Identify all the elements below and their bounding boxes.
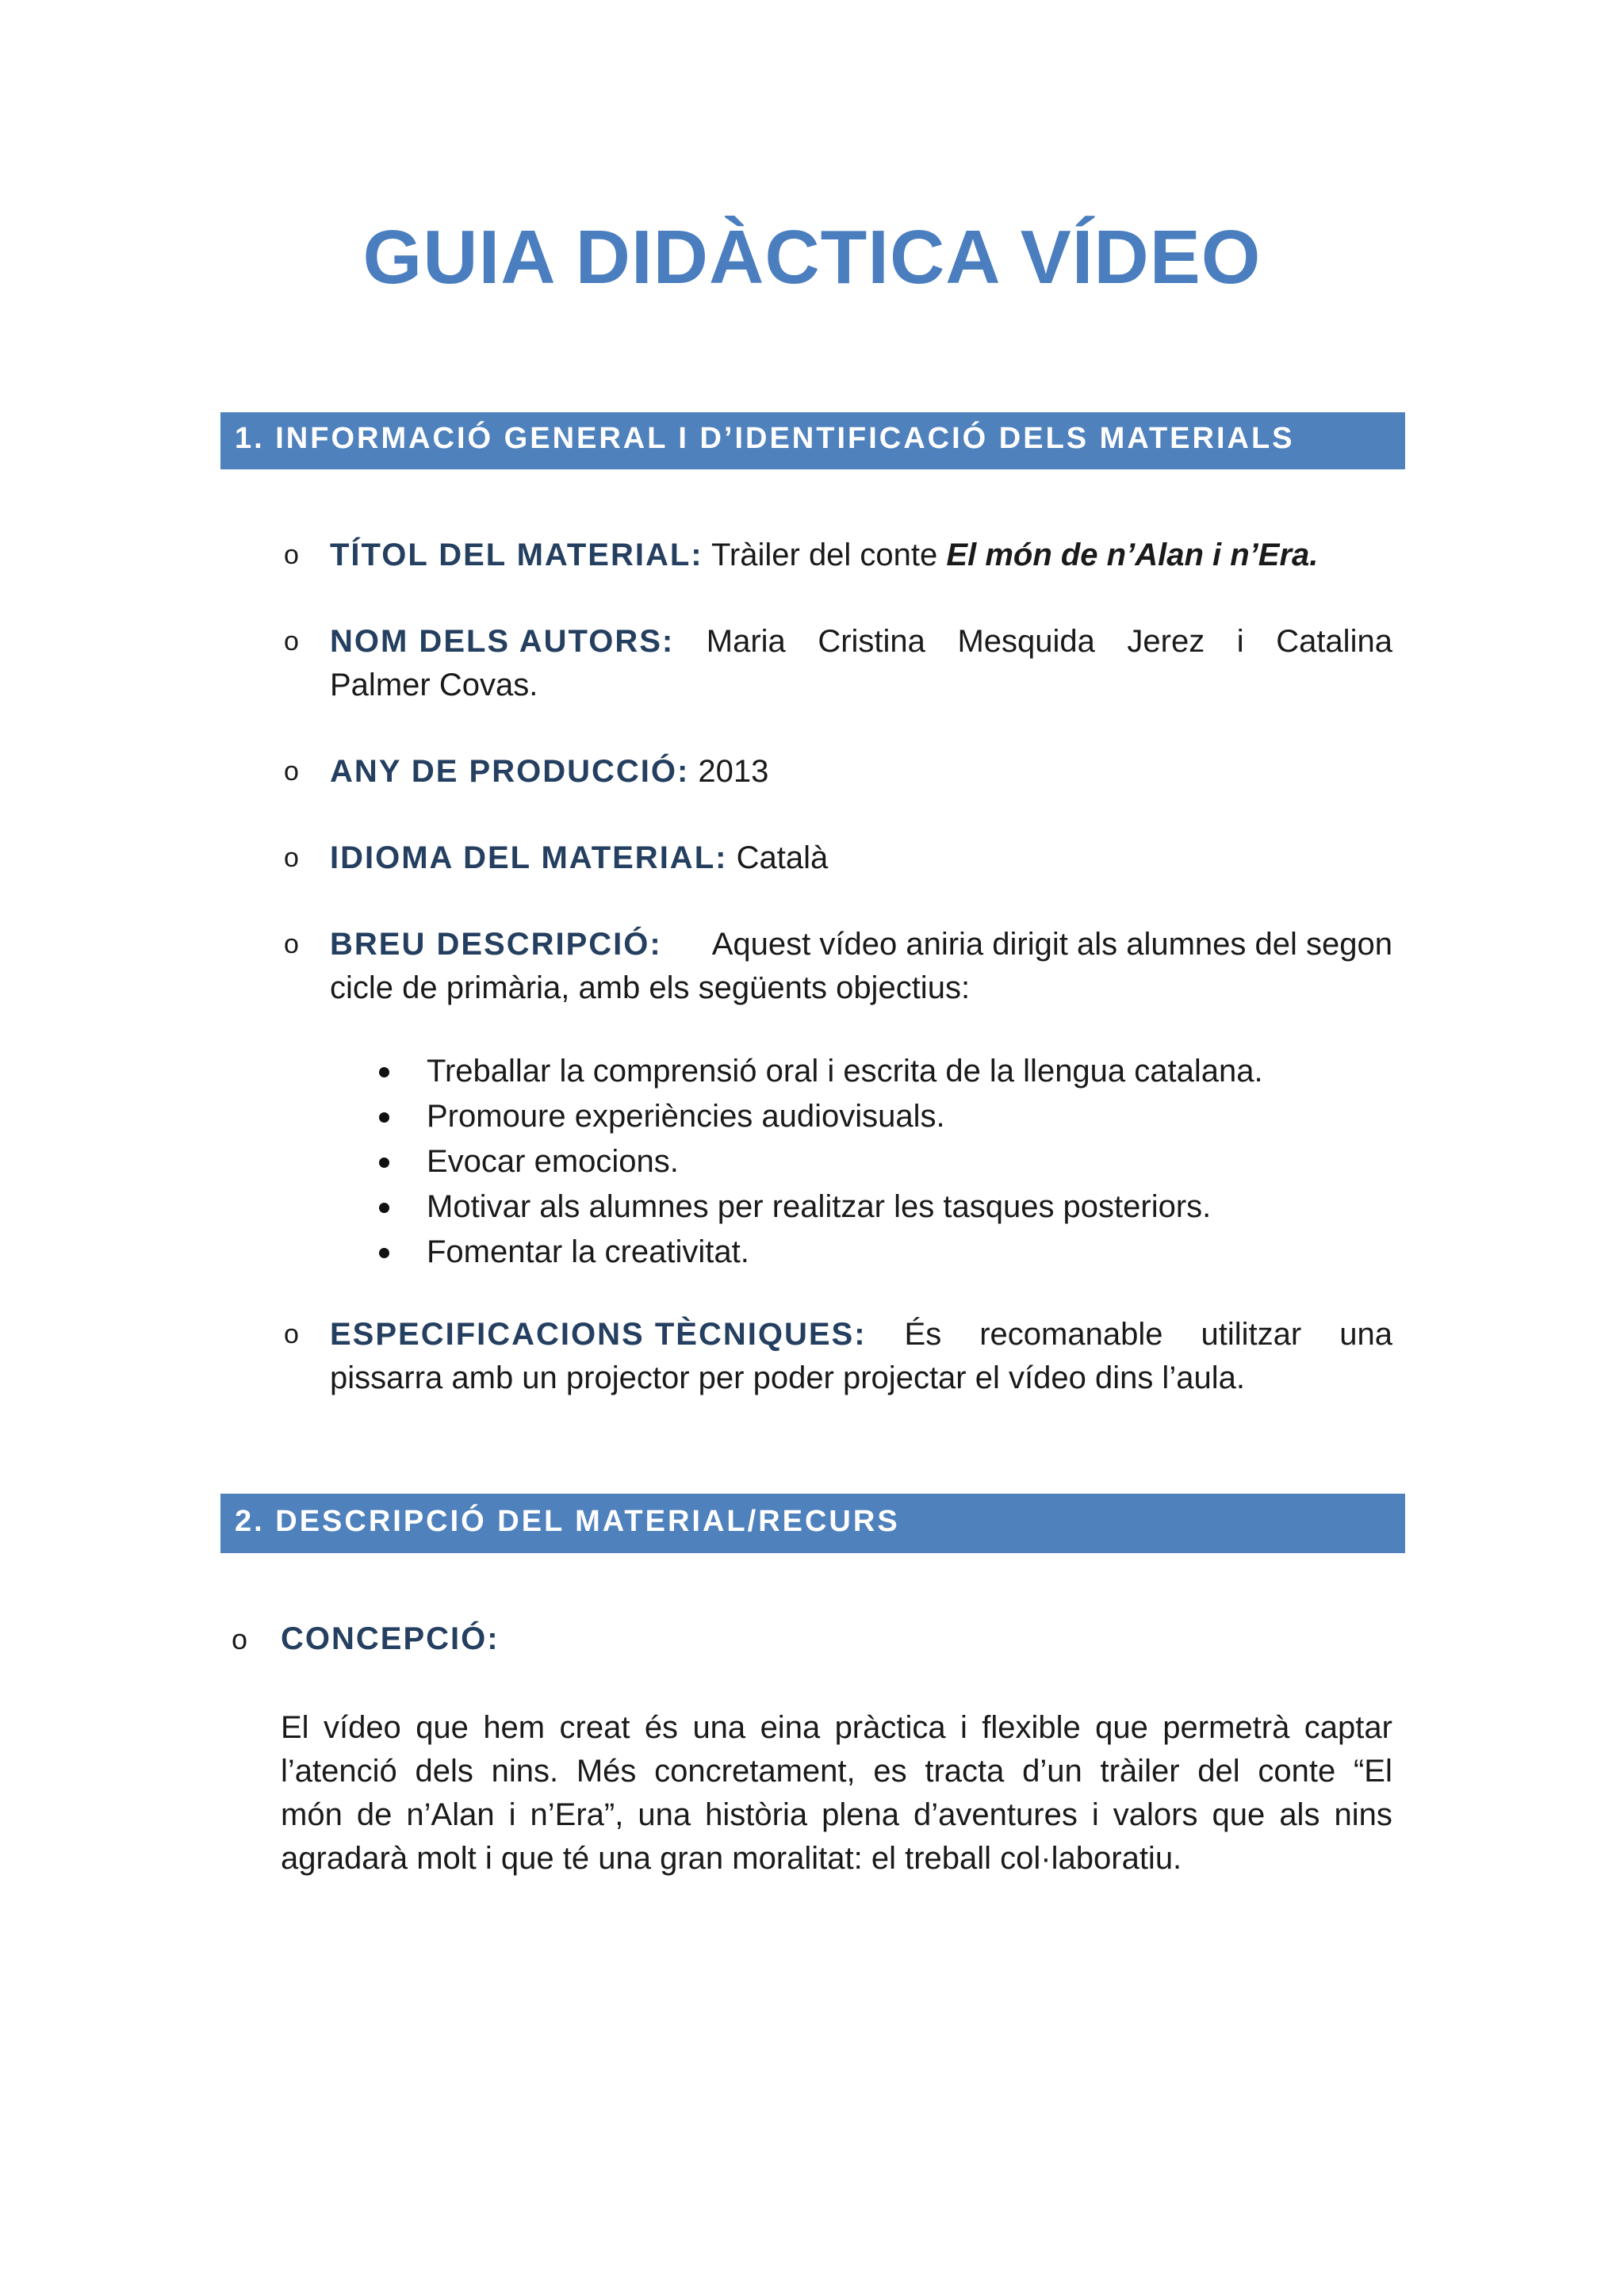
paragraph-word: del: [1197, 1754, 1240, 1789]
breu-label: BREU DESCRIPCIÓ:: [330, 927, 662, 962]
paragraph-word: hem: [483, 1710, 546, 1745]
breu-line-2: cicle de primària, amb els següents objectius:: [330, 970, 971, 1005]
paragraph-word: plena: [822, 1797, 900, 1832]
list-item-breu: [284, 923, 1392, 1010]
idioma-value: Català: [736, 840, 829, 875]
bullet-dot-icon: [379, 1248, 389, 1258]
list-item: [379, 1230, 1263, 1275]
paragraph-word: concretament,: [654, 1754, 856, 1789]
autors-label: NOM DELS AUTORS:: [330, 624, 675, 659]
list-item: [379, 1184, 1263, 1230]
breu-line-1: Aquest vídeo aniria dirigit als alumnes del segon: [711, 927, 1392, 962]
paragraph-word: és: [644, 1710, 679, 1745]
espec-label: ESPECIFICACIONS TÈCNIQUES:: [330, 1317, 867, 1352]
espec-word: És: [904, 1317, 942, 1352]
paragraph-word: que: [416, 1710, 469, 1745]
objectiu-text: Promoure experiències audiovisuals.: [427, 1099, 945, 1134]
hollow-bullet-icon: o: [284, 626, 299, 656]
autors-word: Maria: [706, 624, 786, 659]
paragraph-word: dels: [415, 1754, 473, 1789]
paragraph-word: una: [638, 1797, 691, 1832]
autors-line-2: Palmer Covas.: [330, 668, 538, 702]
paragraph-word: i: [960, 1710, 967, 1745]
paragraph-word: tràiler: [1100, 1754, 1180, 1789]
espec-word: una: [1339, 1317, 1392, 1352]
bullet-dot-icon: [379, 1067, 389, 1077]
objectiu-text: Motivar als alumnes per realitzar les tasques posteriors.: [427, 1189, 1212, 1224]
document-title: GUIA DIDÀCTICA VÍDEO: [362, 215, 1262, 300]
objectius-list: [379, 1049, 1263, 1275]
paragraph-word: tracta: [925, 1754, 1005, 1789]
list-item-especificacions: [284, 1313, 1392, 1400]
paragraph-word: n’Alan: [406, 1797, 495, 1832]
autors-word: Catalina: [1276, 624, 1392, 659]
concepcio-label: CONCEPCIÓ:: [281, 1621, 500, 1656]
list-item-titol: [284, 534, 1392, 577]
section-2-heading: 2. DESCRIPCIÓ DEL MATERIAL/RECURS: [220, 1494, 1405, 1553]
paragraph-word: Més: [576, 1754, 637, 1789]
paragraph-word: una: [692, 1710, 746, 1745]
list-item: [379, 1094, 1263, 1139]
paragraph-word: pràctica: [834, 1710, 946, 1745]
paragraph-word: d’aventures: [914, 1797, 1078, 1832]
paragraph-line: [281, 1750, 1392, 1793]
paragraph-word: i: [1091, 1797, 1099, 1832]
paragraph-line: agradarà molt i que té una gran moralitat: el treball col·laboratiu.: [281, 1841, 1182, 1876]
bullet-dot-icon: [379, 1158, 389, 1168]
hollow-bullet-icon: o: [284, 1319, 299, 1349]
autors-word: Cristina: [818, 624, 925, 659]
autors-word: Jerez: [1127, 624, 1205, 659]
paragraph-word: El: [281, 1710, 309, 1745]
paragraph-word: eina: [760, 1710, 821, 1745]
paragraph-line: [281, 1706, 1392, 1750]
paragraph-word: als: [1279, 1797, 1320, 1832]
paragraph-line: [281, 1793, 1392, 1837]
hollow-bullet-icon: o: [284, 756, 299, 786]
objectiu-text: Evocar emocions.: [427, 1144, 679, 1179]
hollow-bullet-icon: o: [284, 843, 299, 873]
section-1-heading: 1. INFORMACIÓ GENERAL I D’IDENTIFICACIÓ DELS MATERIALS: [220, 412, 1405, 469]
autors-word: i: [1236, 624, 1244, 659]
hollow-bullet-icon: o: [284, 929, 299, 959]
paragraph-word: de: [356, 1797, 393, 1832]
paragraph-word: permetrà: [1162, 1710, 1290, 1745]
titol-label: TÍTOL DEL MATERIAL:: [330, 538, 703, 572]
objectiu-text: Treballar la comprensió oral i escrita de la llengua catalana.: [427, 1054, 1263, 1089]
idioma-label: IDIOMA DEL MATERIAL:: [330, 840, 728, 875]
paragraph-word: flexible: [982, 1710, 1081, 1745]
list-item: [379, 1139, 1263, 1184]
paragraph-word: captar: [1304, 1710, 1392, 1745]
list-item-autors: [284, 620, 1392, 707]
concepcio-heading: [232, 1617, 500, 1661]
paragraph-word: que: [1212, 1797, 1266, 1832]
any-value: 2013: [698, 754, 769, 789]
paragraph-word: nins.: [491, 1754, 559, 1789]
concepcio-paragraph: [281, 1706, 1392, 1881]
autors-word: Mesquida: [957, 624, 1095, 659]
paragraph-word: vídeo: [323, 1710, 401, 1745]
espec-line-2: pissarra amb un projector per poder projectar el vídeo dins l’aula.: [330, 1360, 1245, 1395]
any-label: ANY DE PRODUCCIÓ:: [330, 754, 690, 789]
paragraph-word: “El: [1353, 1754, 1392, 1789]
objectiu-text: Fomentar la creativitat.: [427, 1234, 749, 1269]
paragraph-word: es: [873, 1754, 907, 1789]
paragraph-word: que: [1095, 1710, 1148, 1745]
espec-word: utilitzar: [1201, 1317, 1302, 1352]
paragraph-word: i: [508, 1797, 516, 1832]
paragraph-word: creat: [559, 1710, 630, 1745]
hollow-bullet-icon: o: [284, 540, 299, 570]
paragraph-word: nins: [1334, 1797, 1392, 1832]
paragraph-word: valors: [1113, 1797, 1198, 1832]
paragraph-word: n’Era”,: [530, 1797, 624, 1832]
espec-word: recomanable: [979, 1317, 1163, 1352]
titol-value-italic: El món de n’Alan i n’Era.: [946, 538, 1319, 572]
hollow-bullet-icon: o: [232, 1623, 248, 1655]
paragraph-word: món: [281, 1797, 343, 1832]
bullet-dot-icon: [379, 1203, 389, 1213]
paragraph-word: l’atenció: [281, 1754, 397, 1789]
list-item-any: [284, 750, 1392, 794]
titol-value: Tràiler del conte: [710, 538, 938, 572]
paragraph-word: d’un: [1022, 1754, 1082, 1789]
list-item-idioma: [284, 836, 1392, 880]
paragraph-word: conte: [1258, 1754, 1336, 1789]
bullet-dot-icon: [379, 1112, 389, 1123]
list-item: [379, 1049, 1263, 1094]
paragraph-word: història: [705, 1797, 808, 1832]
